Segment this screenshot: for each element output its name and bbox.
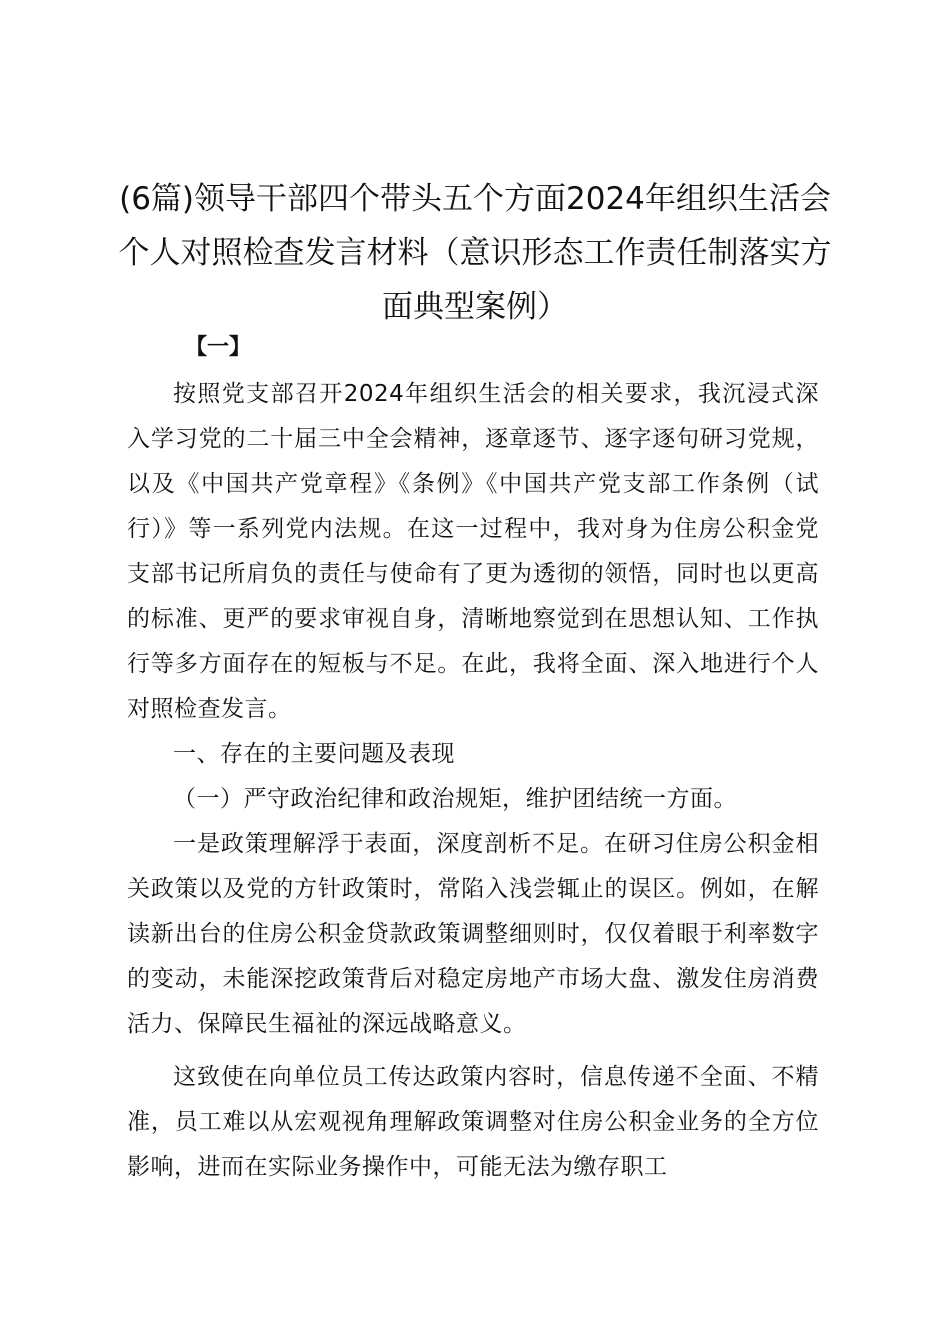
paragraph-intro: 按照党支部召开2024年组织生活会的相关要求，我沉浸式深入学习党的二十届三中全会精神，逐章逐节、逐字逐句研习党规，以及《中国共产党章程》《条例》《中国共产党支部工作条例（试行）》等一系列党内法规。在这一过程中，我对身为住房公积金党支部书记所肩负的责任与使命有了更为透彻的领悟，同时也以更高的标准、更严的要求审视自身，清晰地察觉到在思想认知、工作执行等多方面存在的短板与不足。在此，我将全面、深入地进行个人对照检查发言。 [127,381,819,722]
paragraph-policy-understanding: 一是政策理解浮于表面，深度剖析不足。在研习住房公积金相关政策以及党的方针政策时，常陷入浅尝辄止的误区。例如，在解读新出台的住房公积金贷款政策调整细则时，仅仅着眼于利率数字的变动，未能深挖政策背后对稳定房地产市场大盘、激发住房消费活力、保障民生福祉的深远战略意义。 [127,831,819,1037]
subsection-heading-political-discipline: （一）严守政治纪律和政治规矩，维护团结统一方面。 [173,786,737,812]
paragraph-consequence: 这致使在向单位员工传达政策内容时，信息传递不全面、不精准，员工难以从宏观视角理解政策调整对住房公积金业务的全方位影响，进而在实际业务操作中，可能无法为缴存职工 [127,1064,819,1180]
section-marker: 【一】 [185,335,252,360]
document-title: (6篇)领导干部四个带头五个方面2024年组织生活会个人对照检查发言材料（意识形态工作责任制落实方面典型案例） [118,181,832,325]
section-heading-problems: 一、存在的主要问题及表现 [173,741,455,767]
document-body [127,372,819,1190]
